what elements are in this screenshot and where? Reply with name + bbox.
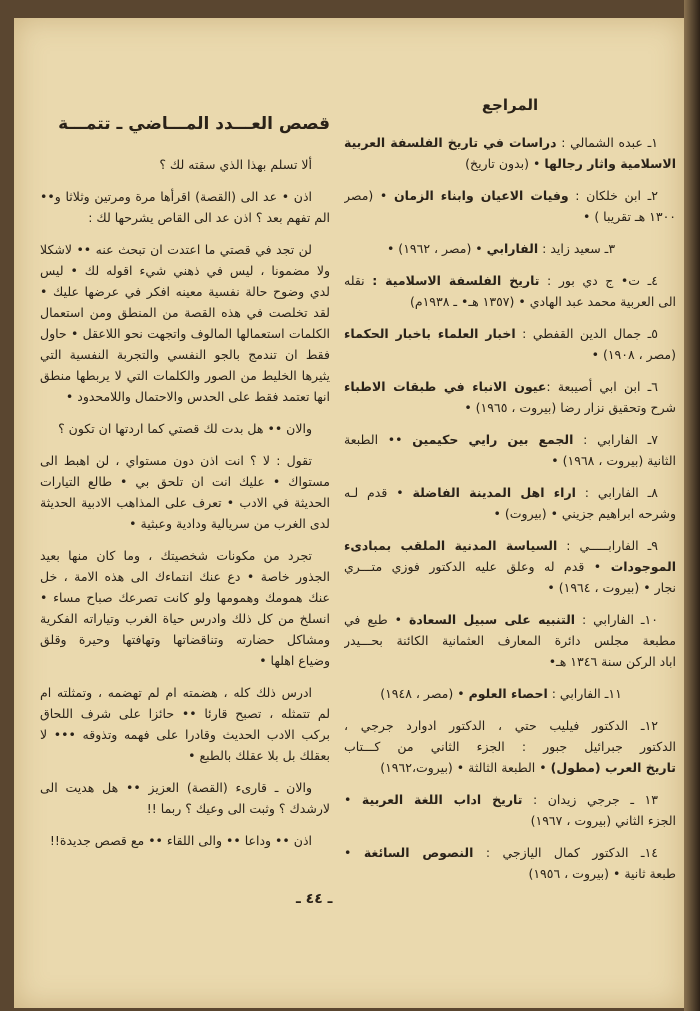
reference-entry	[344, 842, 676, 884]
reference-text: ٤ـ ت• ج دي بور :	[539, 273, 658, 288]
story-line: فقط ان تندمج بالجو النفسي والتجربة النفسية التي	[40, 347, 330, 362]
reference-text: نجار • (بيروت ، ١٩٦٤) •	[547, 580, 676, 595]
reference-entry	[344, 715, 676, 778]
reference-entry	[344, 535, 676, 598]
story-line: اذن • عد الى (القصة) اقرأها مرة ومرتين وثلاثا و••	[40, 189, 312, 204]
reference-line	[344, 270, 676, 291]
reference-text: ٧ـ الفارابي :	[573, 432, 658, 447]
reference-entry	[344, 789, 676, 831]
story-line: لم تتمثله ، تصبح قارئا •• حائزا على شرف اللحاق	[40, 706, 330, 721]
story-line: ادرس ذلك كله ، هضمته ام لم تهضمه ، وتمثلته ام	[40, 685, 312, 700]
story-paragraph	[40, 186, 330, 228]
references-column	[344, 96, 676, 895]
reference-text: الدكتور جبرائيل جبور : الجزء الثاني من كـــتاب	[344, 739, 676, 754]
reference-book-title: تاريخ اداب اللغة العربية	[361, 792, 523, 807]
reference-book-title: عيون الانباء في طبقات الاطباء	[344, 379, 547, 394]
reference-line	[344, 503, 676, 524]
reference-book-title: الموجودات	[610, 559, 676, 574]
reference-text: •	[344, 845, 364, 860]
reference-book-title: اراء اهل المدينة الفاضلة	[412, 485, 576, 500]
story-line: الكلمات استعمالها المالوف واتجهت نحو اللاعقل • حاول	[40, 326, 330, 341]
reference-text: طبعة ثانية • (بيروت ، ١٩٥٦)	[528, 866, 676, 881]
reference-line	[344, 715, 676, 736]
reference-line	[344, 789, 676, 810]
reference-line	[344, 450, 676, 471]
reference-line	[344, 609, 676, 630]
reference-text: •• الطبعة	[344, 432, 413, 447]
reference-text: الى العربية محمد عبد الهادي • (١٣٥٧ هـ• ـ ١٩٣٨م)	[409, 294, 676, 309]
reference-line	[344, 842, 676, 863]
reference-line	[344, 482, 676, 503]
story-line: الجذور خاصة • دع عنك انتماءك الى هذه الامة ، خل	[40, 569, 330, 584]
reference-line	[344, 323, 676, 344]
reference-line	[344, 757, 676, 778]
reference-line	[344, 683, 676, 704]
story-paragraph	[40, 682, 330, 766]
story-line: بعقلك بل بلا عقلك بالطبع •	[188, 748, 330, 763]
reference-line	[344, 344, 676, 365]
story-paragraph	[40, 450, 330, 534]
reference-entry	[344, 376, 676, 418]
references-list	[344, 132, 676, 884]
reference-book-title: السياسة المدنية الملقب بمبادىء	[344, 538, 558, 553]
reference-text: نقله	[344, 273, 373, 288]
reference-text: ٢ـ ابن خلكان :	[568, 188, 658, 203]
reference-line	[344, 206, 676, 227]
story-line: لدى الغرب من سريالية ودادية وعبثية •	[129, 516, 330, 531]
reference-book-title: تاريخ العرب (مطول)	[550, 760, 676, 775]
story-line: يثيرها الخليط من الصور والكلمات التي لا يربطها منطق	[40, 368, 330, 383]
reference-text: الجزء الثاني (بيروت ، ١٩٦٧)	[530, 813, 676, 828]
story-line: عنك همومك وهمومها ولو كانت تصرعك صباح مساء •	[40, 590, 330, 605]
reference-book-title: تاريخ الفلسفة الاسلامية :	[372, 273, 540, 288]
reference-line	[344, 132, 676, 153]
reference-text: ٥ـ جمال الدين القفطي :	[515, 326, 658, 341]
story-line: والان •• هل بدت لك قصتي كما اردتها ان تكون ؟	[58, 421, 312, 436]
reference-text: شرح وتحقيق نزار رضا (بيروت ، ١٩٦٥) •	[464, 400, 676, 415]
story-line: لارشدك ؟ وثبت الى وعيك ؟ ربما !!	[146, 801, 330, 816]
reference-text: (مصر ، ١٩٠٨) •	[591, 347, 676, 362]
story-paragraph	[40, 154, 330, 175]
story-line: لقد تخلصت في هذه القصة من المنطق ومن استعمال	[40, 305, 330, 320]
reference-text: ٣ـ سعيد زايد :	[538, 241, 616, 256]
reference-book-title: احصاء العلوم	[468, 686, 548, 701]
reference-entry	[344, 270, 676, 312]
reference-book-title: وفيات الاعيان وابناء الزمان	[393, 188, 569, 203]
story-line: والان ـ قارىء (القصة) العزيز •• هل هديت الى	[40, 780, 312, 795]
reference-text: • الطبعة الثالثة • (بيروت،١٩٦٢)	[380, 760, 551, 775]
reference-text: وشرحه ابراهيم جزيني • (بيروت) •	[493, 506, 676, 521]
reference-line	[344, 556, 676, 577]
story-line: وضياع اهلها •	[259, 653, 330, 668]
reference-entry	[344, 238, 676, 259]
story-line: انها تعتمد فقط على الحدس والاحتمال واللامحدود •	[65, 389, 330, 404]
magazine-page	[14, 18, 684, 1008]
reference-text: • (مصر ، ١٩٦٢) •	[386, 241, 487, 256]
reference-entry	[344, 609, 676, 672]
reference-entry	[344, 323, 676, 365]
story-line: الحديثة في الادب • تعرف على المذاهب الادبية الحديثة	[40, 495, 330, 510]
reference-book-title: التنبيه على سبيل السعادة	[408, 612, 576, 627]
reference-line	[344, 291, 676, 312]
story-line: بركب الادب الحديث وقادرا على فهمه وتذوقه ••• لا	[40, 727, 330, 742]
reference-text: • قدم له وعلق عليه الدكتور فوزي متـــري	[344, 559, 611, 574]
reference-text: ١٣٠٠ هـ تقريبا ) •	[582, 209, 676, 224]
reference-text: • (بدون تاريخ)	[465, 156, 545, 171]
story-line: لن تجد في قصتي ما اعتدت ان تبحث عنه •• لاشكلا	[40, 242, 312, 257]
story-paragraph	[40, 830, 330, 851]
reference-text: •	[344, 792, 362, 807]
reference-text: • (مصر ، ١٩٤٨)	[380, 686, 469, 701]
story-line: ألا تسلم بهذا الذي سقته لك ؟	[159, 157, 312, 172]
reference-text: • قدم لـه	[344, 485, 413, 500]
story-line: الم تفهم بعد ؟ اذن عد الى القاص يشرحها لك :	[88, 210, 330, 225]
story-line: تقول : لا ؟ انت اذن دون مستواي ، لن اهبط الى	[40, 453, 312, 468]
reference-book-title: دراسات في تاريخ الفلسفة العربية	[344, 135, 557, 150]
reference-text: ١٤ـ الدكتور كمال اليازجي :	[473, 845, 658, 860]
reference-entry	[344, 683, 676, 704]
story-line: ومشاكل حضارته وتناقضاتها وتهافتها وحيرة وقلق	[40, 632, 330, 647]
reference-text: الثانية (بيروت ، ١٩٦٨) •	[551, 453, 676, 468]
reference-line	[344, 577, 676, 598]
story-paragraph	[40, 239, 330, 407]
reference-line	[344, 376, 676, 397]
reference-book-title: الجمع بين رايي حكيمين	[412, 432, 574, 447]
reference-entry	[344, 185, 676, 227]
reference-book-title: الاسلامية واثار رجالها	[544, 156, 676, 171]
reference-text: ١٢ـ الدكتور فيليب حتي ، الدكتور ادوارد جرجي ،	[344, 718, 658, 733]
reference-text: ٨ـ الفارابي :	[575, 485, 658, 500]
story-line: انسلخ من كل ذلك وادرس حياة الغرب وتياراته الفكرية	[40, 611, 330, 626]
reference-book-title: الفارابي	[486, 241, 539, 256]
reference-text: مطبعة مجلس دائرة المعارف العثمانية الكائنة بحـــيدر	[344, 633, 676, 648]
reference-text: • طبع في	[344, 612, 409, 627]
story-line: ولا مضمونا ، ليس في ذهني شيء اقوله لك • ليس	[40, 263, 330, 278]
reference-text: ١ـ عبده الشمالي :	[556, 135, 658, 150]
story-title: قصص العـــدد المـــاضي ـ تتمـــة	[58, 114, 330, 134]
story-line: لدي وضوح حالة نفسية معينه افكر في عرضها عليك •	[40, 284, 330, 299]
reference-entry	[344, 132, 676, 174]
story-line: اذن •• وداعا •• والى اللقاء •• مع قصص جديدة!!	[49, 833, 312, 848]
reference-text: اباد الركن سنة ١٣٤٦ هـ•	[548, 654, 676, 669]
reference-book-title: اخبار العلماء باخبار الحكماء	[344, 326, 516, 341]
reference-text: ١١ـ الفارابي :	[547, 686, 622, 701]
reference-text: ٦ـ ابن ابي أصيبعة :	[546, 379, 658, 394]
story-column	[40, 96, 330, 862]
reference-line	[344, 810, 676, 831]
reference-line	[344, 535, 676, 556]
story-paragraph	[40, 545, 330, 671]
reference-text: ١٠ـ الفارابي :	[575, 612, 658, 627]
story-body	[40, 154, 330, 851]
reference-text: ٩ـ الفارابـــــي :	[557, 538, 658, 553]
story-line: تجرد من مكونات شخصيتك ، وما كان منها بعيد	[40, 548, 312, 563]
page-edge-shadow	[684, 0, 700, 1011]
page-number: ـ ٤٤ ـ	[296, 891, 333, 907]
reference-line	[344, 651, 676, 672]
reference-line	[344, 630, 676, 651]
reference-line	[344, 153, 676, 174]
reference-line	[344, 863, 676, 884]
story-line: مستواك • عليك انت ان تلحق بي • طالع التيارات	[40, 474, 330, 489]
reference-entry	[344, 429, 676, 471]
references-title: المراجع	[481, 96, 539, 114]
reference-line	[344, 185, 676, 206]
reference-text: ١٣ ـ جرجي زيدان :	[522, 792, 658, 807]
reference-line	[344, 429, 676, 450]
reference-line	[344, 238, 676, 259]
reference-text: • (مصر	[344, 188, 394, 203]
reference-line	[344, 397, 676, 418]
story-paragraph	[40, 777, 330, 819]
reference-entry	[344, 482, 676, 524]
story-paragraph	[40, 418, 330, 439]
reference-line	[344, 736, 676, 757]
reference-book-title: النصوص السائغة	[363, 845, 474, 860]
